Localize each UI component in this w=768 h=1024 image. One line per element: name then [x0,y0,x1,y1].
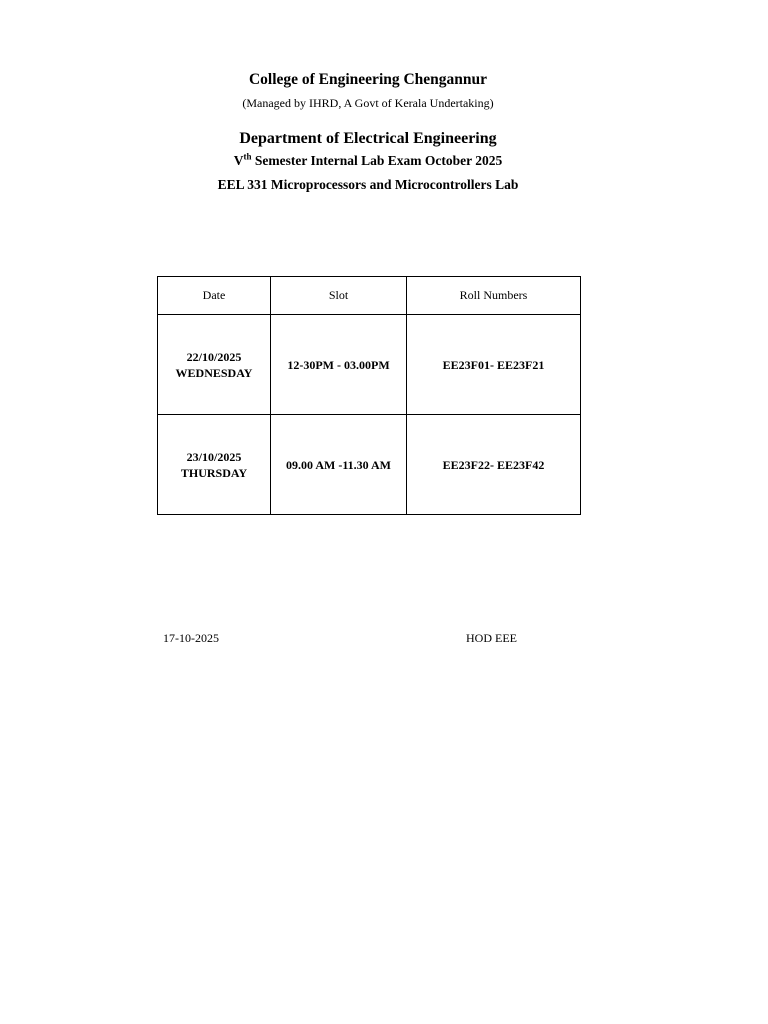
issue-date: 17-10-2025 [163,631,219,645]
row-date: 23/10/2025 [186,449,242,464]
row-slot: 12-30PM - 03.00PM [271,315,407,415]
exam-title [0,153,736,169]
table-row [158,315,581,415]
row-date-cell [158,315,271,415]
exam-schedule-table [157,276,581,515]
semester-number: V [233,153,244,168]
department-title: Department of Electrical Engineering [239,130,497,147]
signatory: HOD EEE [466,631,517,645]
row-day: WEDNESDAY [175,365,253,380]
row-slot: 09.00 AM -11.30 AM [271,415,407,515]
semester-superscript: th [243,151,252,162]
exam-title-rest: Semester Internal Lab Exam October 2025 [251,153,503,168]
header-roll-numbers: Roll Numbers [407,277,581,315]
header-date: Date [158,277,271,315]
table-row [158,415,581,515]
row-day: THURSDAY [180,465,248,480]
college-name: College of Engineering Chengannur [248,71,488,88]
managed-by-note: (Managed by IHRD, A Govt of Kerala Undertaking) [242,96,494,110]
row-roll-numbers: EE23F01- EE23F21 [407,315,581,415]
course-title: EEL 331 Microprocessors and Microcontrollers Lab [217,177,519,192]
table-header-row [158,277,581,315]
row-date-cell [158,415,271,515]
row-date: 22/10/2025 [186,349,242,364]
row-roll-numbers: EE23F22- EE23F42 [407,415,581,515]
header-slot: Slot [271,277,407,315]
